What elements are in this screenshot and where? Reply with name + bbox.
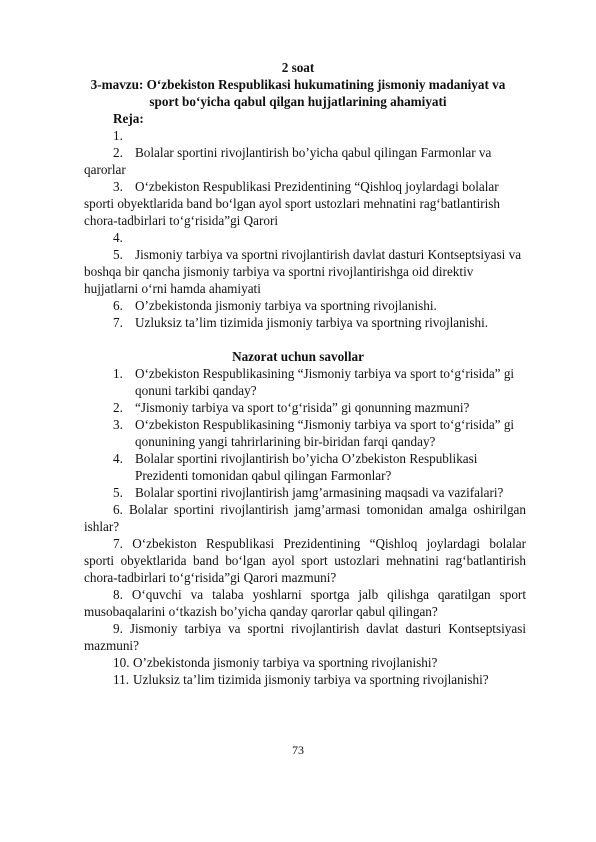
question-number: 6. xyxy=(113,502,123,517)
question-text: sporti obyektlarida band bo‘lgan ayol sport ustozlari mehnatini rag‘batlantirish xyxy=(84,553,526,568)
question-text: O‘zbekiston Respublikasining “Jismoniy tarbiya va sport to‘g‘risida” gi xyxy=(135,417,515,432)
hours-label: 2 soat xyxy=(281,60,315,75)
topic-title-line2: sport bo‘yicha qabul qilgan hujjatlarining ahamiyati xyxy=(149,94,447,109)
question-text: Uzluksiz ta’lim tizimida jismoniy tarbiya va sportning rivojlanishi? xyxy=(133,672,489,687)
plan-item-number: 2. xyxy=(113,145,123,160)
question-text: chora-tadbirlari to‘g‘risida”gi Qarori mazmuni? xyxy=(84,570,337,585)
plan-item-text: boshqa bir qancha jismoniy tarbiya va sportni rivojlantirishga oid direktiv xyxy=(84,264,474,279)
question-text: ishlar? xyxy=(84,519,120,534)
question-text: 8. O‘quvchi va talaba yoshlarni sportga jalb qilishga qaratilgan sport xyxy=(113,587,526,602)
page-number: 73 xyxy=(292,743,304,757)
topic-title-line1: 3-mavzu: O‘zbekiston Respublikasi hukumatining jismoniy madaniyat va xyxy=(90,77,506,92)
plan-item-text: qarorlar xyxy=(84,162,126,177)
question-number: 5. xyxy=(113,485,123,500)
question-text: Bolalar sportini rivojlantirish jamg’armasining maqsadi va vazifalari? xyxy=(135,485,504,500)
plan-item-text: Bolalar sportini rivojlantirish bo’yicha qabul qilingan Farmonlar va xyxy=(135,145,492,160)
question-number: 10. xyxy=(113,655,130,670)
plan-item-text: Uzluksiz ta’lim tizimida jismoniy tarbiya va sportning rivojlanishi. xyxy=(135,315,489,330)
question-text: mazmuni? xyxy=(84,638,139,653)
question-number: 4. xyxy=(113,451,123,466)
question-number: 11. xyxy=(113,672,129,687)
question-text: “Jismoniy tarbiya va sport to‘g‘risida” gi qonunning mazmuni? xyxy=(135,400,470,415)
question-text: qonuni tarkibi qanday? xyxy=(135,383,257,398)
question-number: 8. xyxy=(113,587,123,602)
question-text: O‘zbekiston Respublikasining “Jismoniy tarbiya va sport to‘g‘risida” gi xyxy=(135,366,515,381)
question-text: O’zbekistonda jismoniy tarbiya va sportning rivojlanishi? xyxy=(133,655,438,670)
question-text: 7. O‘zbekiston Respublikasi Prezidentining “Qishloq joylardagi bolalar xyxy=(113,536,527,551)
plan-item-number: 7. xyxy=(113,315,123,330)
plan-item-text: chora-tadbirlari to‘g‘risida”gi Qarori xyxy=(84,213,279,228)
question-text: 9. Jismoniy tarbiya va sportni rivojlantirish davlat dasturi Kontseptsiyasi xyxy=(113,621,526,636)
question-text: 6. Bolalar sportini rivojlantirish jamg’armasi tomonidan amalga oshirilgan xyxy=(113,502,526,517)
plan-item-text: sporti obyektlarida band bo‘lgan ayol sport ustozlari mehnatini rag‘batlantirish xyxy=(84,196,501,211)
plan-item-number: 5. xyxy=(113,247,123,262)
question-number: 9. xyxy=(113,621,123,636)
plan-title: Reja: xyxy=(113,111,144,126)
plan-item-number: 3. xyxy=(113,179,123,194)
question-text: Prezidenti tomonidan qabul qilingan Farmonlar? xyxy=(135,468,392,483)
question-text: qonunining yangi tahrirlarining bir-biridan farqi qanday? xyxy=(135,434,436,449)
question-text: musobaqalarini o‘tkazish bo’yicha qanday qarorlar qabul qilingan? xyxy=(84,604,438,619)
plan-item-number: 4. xyxy=(113,230,123,245)
plan-item-number: 6. xyxy=(113,298,123,313)
plan-item-number: 1. xyxy=(113,128,123,143)
question-number: 3. xyxy=(113,417,123,432)
question-number: 2. xyxy=(113,400,123,415)
plan-item-text: O‘zbekiston Respublikasi Prezidentining “Qishloq joylardagi bolalar xyxy=(135,179,499,194)
plan-item-text: Jismoniy tarbiya va sportni rivojlantirish davlat dasturi Kontseptsiyasi va xyxy=(135,247,522,262)
plan-item-text: hujjatlarni o‘rni hamda ahamiyati xyxy=(84,281,261,296)
question-text: Bolalar sportini rivojlantirish bo’yicha O’zbekiston Respublikasi xyxy=(135,451,478,466)
plan-item-text: O’zbekistonda jismoniy tarbiya va sportning rivojlanishi. xyxy=(135,298,437,313)
question-number: 7. xyxy=(113,536,123,551)
questions-title: Nazorat uchun savollar xyxy=(232,349,364,364)
question-number: 1. xyxy=(113,366,123,381)
